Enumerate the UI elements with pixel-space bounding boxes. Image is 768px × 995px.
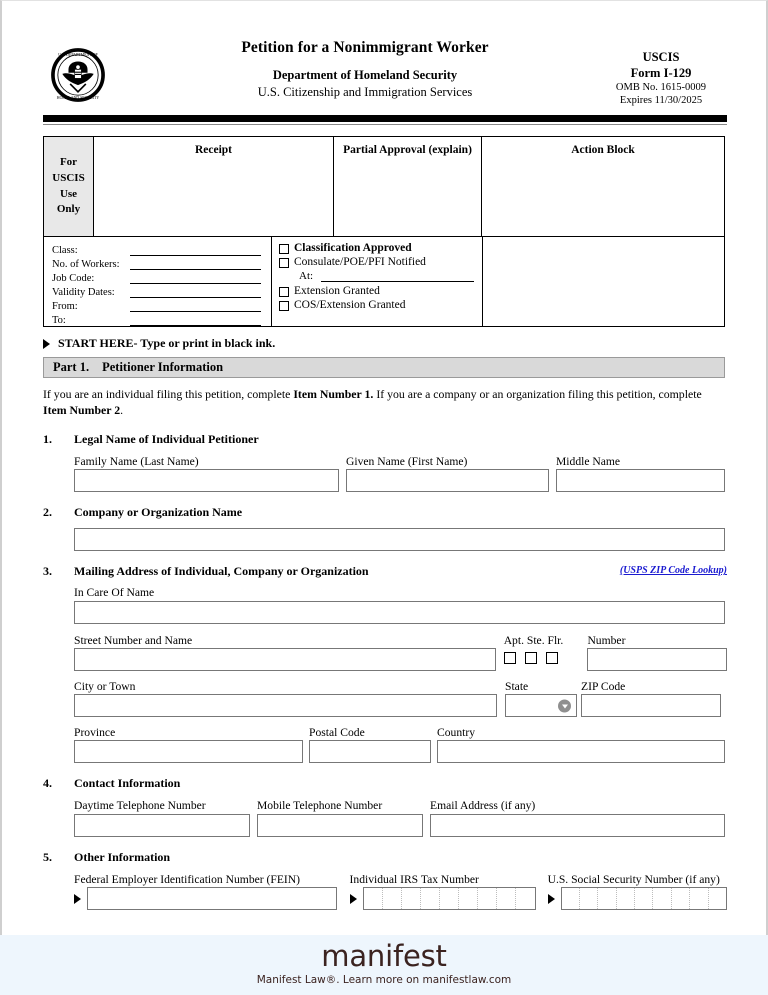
item-3 [43, 564, 727, 763]
item-2-title: Company or Organization Name [74, 505, 243, 520]
header-rule-thick [43, 115, 727, 122]
use-only-line-4: Only [56, 203, 81, 216]
province-label: Province [74, 726, 116, 740]
apt-number-input[interactable] [587, 648, 727, 671]
checkbox-icon[interactable] [279, 244, 289, 254]
ssn-label: U.S. Social Security Number (if any) [547, 872, 720, 886]
checkbox-icon[interactable] [279, 301, 289, 311]
item-1-number: 1. [43, 431, 52, 446]
irs-tax-number-label: Individual IRS Tax Number [349, 872, 479, 886]
zip-code-label: ZIP Code [581, 679, 626, 693]
province-input[interactable] [74, 740, 303, 763]
usps-zip-lookup-link[interactable]: (USPS ZIP Code Lookup) [619, 565, 727, 577]
field-no-of-workers-line[interactable] [130, 261, 261, 270]
city-label: City or Town [74, 679, 136, 693]
item-5-number: 5. [43, 849, 52, 864]
state-label: State [505, 679, 529, 693]
page-title: Petition for a Nonimmigrant Worker [241, 39, 489, 56]
receipt-header: Receipt [194, 144, 233, 156]
field-to-label: To: [52, 315, 66, 326]
checkbox-consulate-notified[interactable] [279, 256, 482, 268]
field-to[interactable] [52, 312, 271, 326]
item-4-number: 4. [43, 776, 52, 791]
apt-number-label: Number [587, 633, 626, 647]
intro-text-c: If you are a company or an organization filing this petition, complete [373, 387, 702, 401]
dhs-seal-icon [50, 47, 106, 103]
expiration-date: Expires 11/30/2025 [619, 95, 703, 107]
field-at[interactable] [299, 270, 482, 282]
ssn-input[interactable] [561, 887, 727, 910]
field-from-line[interactable] [130, 303, 261, 312]
in-care-of-input[interactable] [74, 601, 725, 624]
intro-text-e: . [120, 402, 124, 417]
daytime-phone-label: Daytime Telephone Number [74, 799, 206, 813]
field-job-code[interactable] [52, 270, 271, 284]
fein-label: Federal Employer Identification Number (FEIN) [74, 872, 301, 886]
field-job-code-line[interactable] [130, 275, 261, 284]
irs-tax-number-input[interactable] [363, 887, 536, 910]
item-3-title: Mailing Address of Individual, Company or Organization [74, 564, 369, 579]
street-input[interactable] [74, 648, 496, 671]
form-header [43, 39, 727, 111]
partial-approval-cell[interactable] [334, 137, 482, 236]
part-1-instructions [43, 387, 725, 419]
country-label: Country [437, 726, 476, 740]
postal-code-label: Postal Code [309, 726, 365, 740]
field-validity-dates-line[interactable] [130, 289, 261, 298]
triangle-right-icon [74, 894, 81, 904]
flr-label: Flr. [547, 633, 564, 647]
uscis-label: USCIS [642, 50, 680, 64]
checkbox-icon[interactable] [279, 258, 289, 268]
agency-name: U.S. Citizenship and Immigration Services [257, 85, 473, 99]
chevron-down-circle-icon[interactable] [558, 699, 571, 712]
intro-item-1-ref: Item Number 1. [293, 387, 374, 401]
country-input[interactable] [437, 740, 725, 763]
form-sheet [43, 31, 727, 910]
checkbox-cos-extension-granted[interactable] [279, 299, 482, 311]
field-class-line[interactable] [130, 247, 261, 256]
item-1-title: Legal Name of Individual Petitioner [74, 431, 259, 446]
item-5 [43, 850, 727, 910]
checkbox-flr[interactable] [546, 652, 558, 664]
partial-approval-header: Partial Approval (explain) [343, 144, 472, 156]
city-input[interactable] [74, 694, 497, 717]
uscis-checkbox-group [272, 237, 483, 326]
middle-name-input[interactable] [556, 469, 725, 492]
start-here-bold: START HERE [58, 336, 134, 350]
checkbox-classification-approved[interactable] [279, 242, 482, 254]
checkbox-cos-extension-granted-label: COS/Extension Granted [294, 299, 406, 311]
start-here-banner [43, 336, 727, 351]
department-name: Department of Homeland Security [272, 68, 458, 82]
field-to-line[interactable] [130, 317, 261, 326]
use-only-line-2: USCIS [52, 171, 85, 184]
email-label: Email Address (if any) [430, 799, 536, 813]
item-5-title: Other Information [74, 849, 171, 864]
triangle-right-icon [548, 894, 555, 904]
start-here-rest: - Type or print in black ink. [133, 336, 276, 350]
use-only-line-1: For [59, 155, 78, 168]
action-block-header: Action Block [571, 144, 635, 156]
field-job-code-label: Job Code: [52, 273, 95, 284]
zip-code-input[interactable] [581, 694, 721, 717]
checkbox-extension-granted[interactable] [279, 285, 482, 297]
item-3-number: 3. [43, 564, 52, 579]
field-at-line[interactable] [321, 273, 474, 282]
manifest-tagline: Manifest Law®. Learn more on manifestlaw.com [256, 974, 512, 987]
form-number: Form I-129 [630, 66, 692, 80]
form-meta [595, 49, 727, 108]
state-select[interactable] [505, 694, 577, 717]
checkbox-extension-granted-label: Extension Granted [294, 285, 380, 297]
receipt-cell[interactable] [94, 137, 334, 236]
header-rule-thin [43, 124, 727, 125]
intro-text-a: If you are an individual filing this petition, complete [43, 387, 294, 401]
item-2-number: 2. [43, 505, 52, 520]
street-label: Street Number and Name [74, 633, 193, 647]
given-name-label: Given Name (First Name) [346, 454, 468, 468]
checkbox-consulate-notified-label: Consulate/POE/PFI Notified [294, 256, 426, 268]
part-1-number: Part 1. [53, 360, 90, 374]
apt-label: Apt. [503, 633, 524, 647]
for-uscis-use-only-label [44, 137, 94, 236]
item-2 [43, 505, 727, 551]
part-1-title: Petitioner Information [102, 360, 224, 374]
manifest-logo: manifest [321, 939, 447, 973]
checkbox-apt[interactable] [504, 652, 516, 664]
ste-label: Ste. [526, 633, 545, 647]
action-block-cell[interactable] [482, 137, 724, 236]
postal-code-input[interactable] [309, 740, 431, 763]
svg-text:HOMELAND SECURITY: HOMELAND SECURITY [56, 96, 100, 101]
field-no-of-workers-label: No. of Workers: [52, 259, 120, 270]
mobile-phone-label: Mobile Telephone Number [257, 799, 383, 813]
item-4 [43, 776, 727, 836]
uscis-fields-group [44, 237, 272, 326]
use-only-line-3: Use [59, 187, 78, 200]
company-name-input[interactable] [74, 528, 725, 551]
field-validity-dates-label: Validity Dates: [52, 287, 115, 298]
middle-name-label: Middle Name [556, 454, 621, 468]
field-class[interactable] [52, 242, 271, 256]
item-1 [43, 432, 727, 492]
field-from-label: From: [52, 301, 78, 312]
family-name-input[interactable] [74, 469, 339, 492]
field-validity-dates[interactable] [52, 284, 271, 298]
intro-item-2-ref: Item Number 2 [43, 402, 121, 417]
manifest-footer [0, 935, 768, 995]
uscis-use-only-box [43, 136, 725, 327]
field-class-label: Class: [52, 245, 78, 256]
part-1-header [43, 357, 725, 378]
omb-number: OMB No. 1615-0009 [615, 82, 707, 93]
field-at-label: At: [299, 270, 314, 282]
checkbox-classification-approved-label: Classification Approved [294, 242, 412, 254]
field-no-of-workers[interactable] [52, 256, 271, 270]
svg-text:U.S. DEPARTMENT OF: U.S. DEPARTMENT OF [58, 52, 98, 57]
triangle-right-icon [350, 894, 357, 904]
triangle-right-icon [43, 339, 50, 349]
in-care-of-label: In Care Of Name [74, 586, 155, 600]
fein-input[interactable] [87, 887, 337, 910]
field-from[interactable] [52, 298, 271, 312]
email-input[interactable] [430, 814, 725, 837]
daytime-phone-input[interactable] [74, 814, 250, 837]
checkbox-ste[interactable] [525, 652, 537, 664]
given-name-input[interactable] [346, 469, 549, 492]
mobile-phone-input[interactable] [257, 814, 423, 837]
checkbox-icon[interactable] [279, 287, 289, 297]
action-block-body[interactable] [483, 237, 724, 326]
family-name-label: Family Name (Last Name) [74, 454, 199, 468]
item-4-title: Contact Information [74, 776, 181, 791]
